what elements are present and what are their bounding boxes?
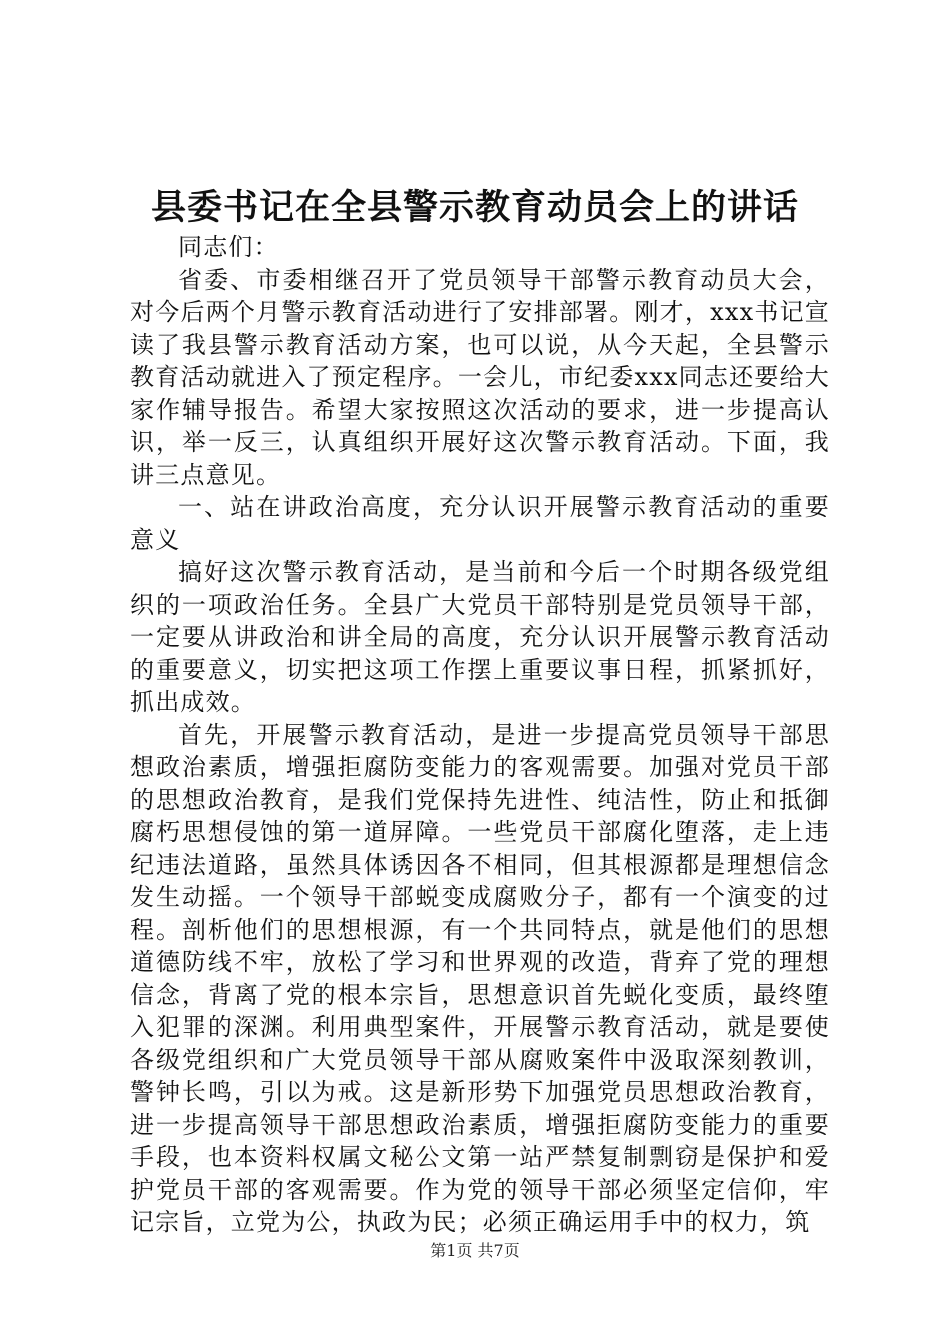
page-number: 第1页 共7页 bbox=[430, 1241, 520, 1260]
intro-paragraph: 省委、市委相继召开了党员领导干部警示教育动员大会，对今后两个月警示教育活动进行了安排部署。刚才，xxx书记宣读了我县警示教育活动方案，也可以说，从今天起，全县警示教育活动就进入了预定程序。一会儿，市纪委xxx同志还要给大家作辅导报告。希望大家按照这次活动的要求，进一步提高认识，举一反三，认真组织开展好这次警示教育活动。下面，我讲三点意见。 bbox=[130, 265, 830, 489]
salutation-paragraph: 同志们： bbox=[178, 233, 279, 261]
document-body bbox=[130, 231, 830, 1239]
document-title: 县委书记在全县警示教育动员会上的讲话 bbox=[150, 187, 799, 228]
page-footer bbox=[0, 1240, 950, 1262]
section-heading: 一、站在讲政治高度，充分认识开展警示教育活动的重要意义 bbox=[130, 493, 830, 554]
body-paragraph: 首先，开展警示教育活动，是进一步提高党员领导干部思想政治素质，增强拒腐防变能力的客观需要。加强对党员干部的思想政治教育，是我们党保持先进性、纯洁性，防止和抵御腐朽思想侵蚀的第一道屏障。一些党员干部腐化堕落，走上违纪违法道路，虽然具体诱因各不相同，但其根源都是理想信念发生动摇。一个领导干部蜕变成腐败分子，都有一个演变的过程。剖析他们的思想根源，有一个共同特点，就是他们的思想道德防线不牢，放松了学习和世界观的改造，背弃了党的理想信念，背离了党的根本宗旨，思想意识首先蜕化变质，最终堕入犯罪的深渊。利用典型案件，开展警示教育活动，就是要使各级党组织和广大党员领导干部从腐败案件中汲取深刻教训，警钟长鸣，引以为戒。这是新形势下加强党员思想政治教育，进一步提高领导干部思想政治素质，增强拒腐防变能力的重要手段，也本资料权属文秘公文第一站严禁复制剽窃是保护和爱护党员干部的客观需要。作为党的领导干部必须坚定信仰，牢记宗旨，立党为公，执政为民；必须正确运用手中的权力，筑 bbox=[130, 720, 830, 1236]
body-paragraph: 搞好这次警示教育活动，是当前和今后一个时期各级党组织的一项政治任务。全县广大党员干部特别是党员领导干部，一定要从讲政治和讲全局的高度，充分认识开展警示教育活动的重要意义，切实把这项工作摆上重要议事日程，抓紧抓好，抓出成效。 bbox=[130, 558, 830, 716]
